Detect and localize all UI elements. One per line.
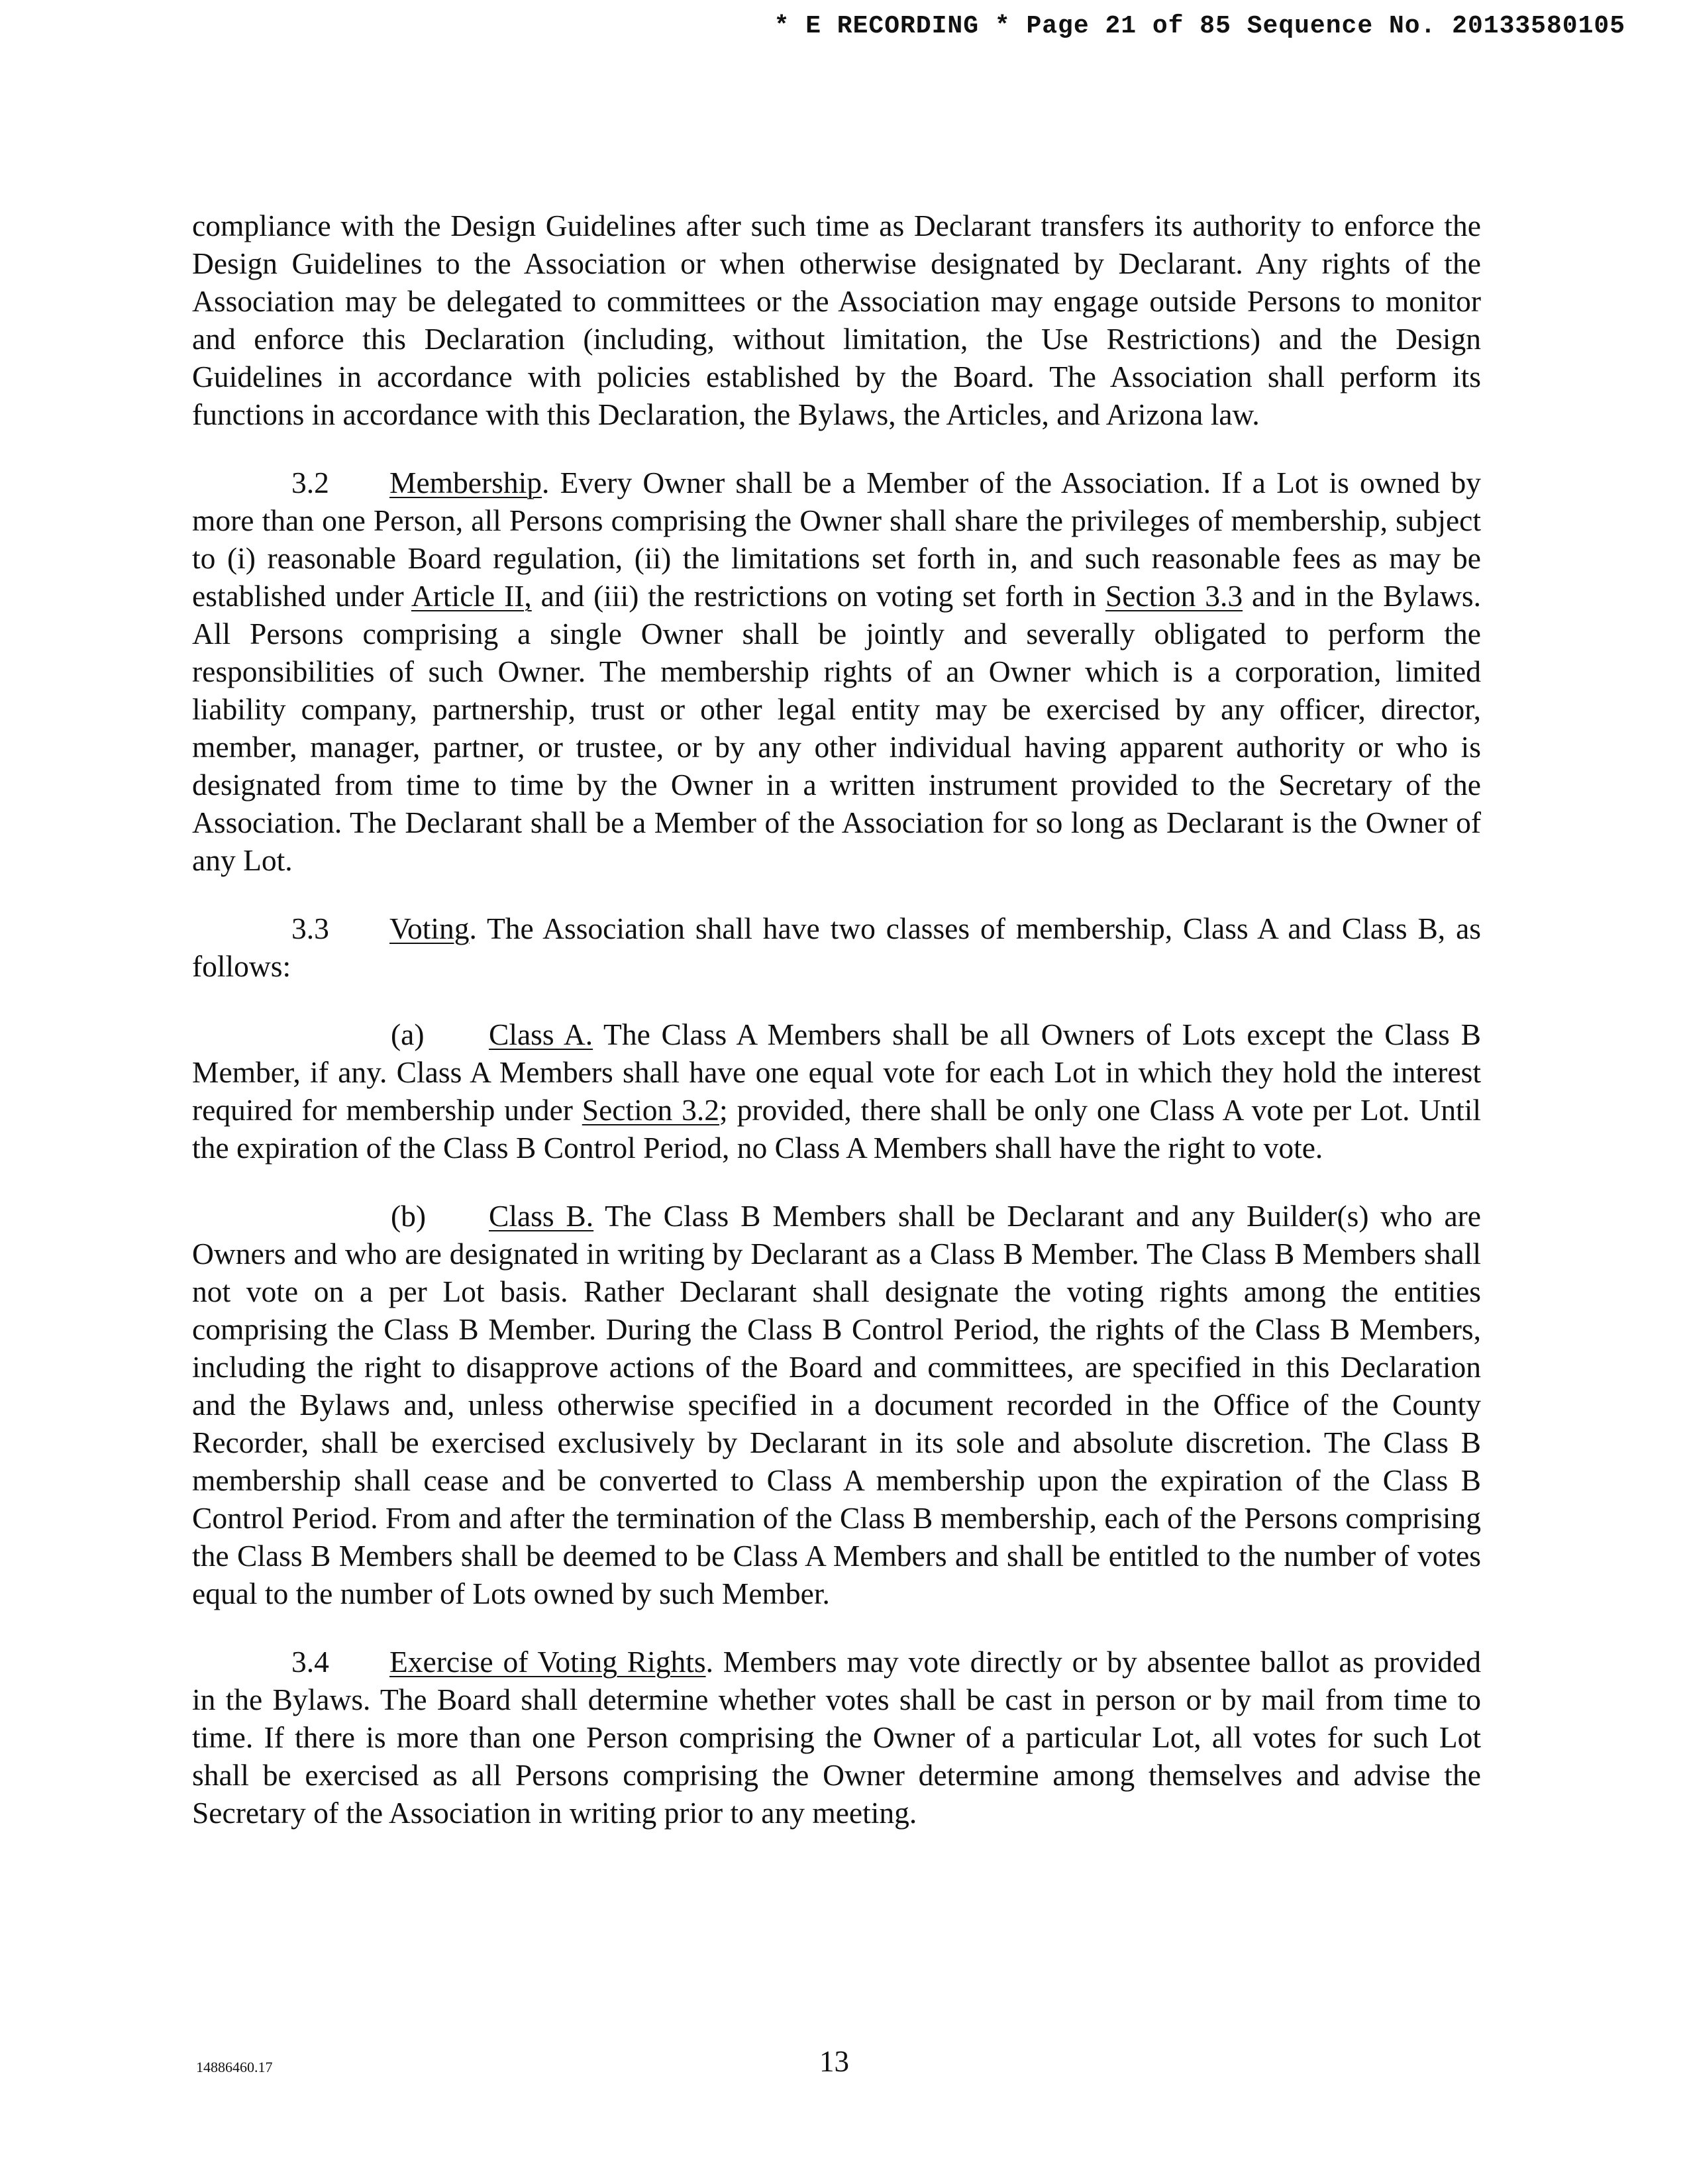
section-text: . Members may vote directly or by absentee ballot as provided in the Bylaws. The Board shall determine whether votes shall be cast in person or by mail from time to time. If there is more than one Person comprising the Owner of a particular Lot, all votes for such Lot shall be exercised as all Persons comprising the Owner determine among themselves and advise the Secretary of the Association in writing prior to any meeting. — [192, 1645, 1481, 1830]
subsection-text: ; provided, there shall be only one Class A vote per Lot. Until the expiration of the Class B Control Period, no Class A Members shall have the right to vote. — [192, 1093, 1481, 1165]
subsection-title: Class B. — [489, 1199, 594, 1233]
subsection-number: (b) — [391, 1199, 427, 1233]
document-body — [192, 207, 1481, 1862]
cross-reference: Article II, — [411, 579, 532, 613]
section-number: 3.3 — [291, 911, 329, 945]
cross-reference: Section 3.2 — [582, 1093, 720, 1127]
subsection-class-b — [192, 1197, 1481, 1612]
section-number: 3.2 — [291, 466, 329, 499]
subsection-number: (a) — [391, 1017, 425, 1051]
section-text: . Every Owner shall be a Member of the Association. If a Lot is owned by more than one Person, all Persons comprising the Owner shall share the privileges of membership, subject to (i) reasonable Board regulation, (ii) the limitations set forth in, and such reasonable fees as may be established under — [192, 466, 1481, 613]
section-3-2-membership — [192, 464, 1481, 879]
subsection-text: The Class B Members shall be Declarant and any Builder(s) who are Owners and who are designated in writing by Declarant as a Class B Member. The Class B Members shall not vote on a per Lot basis. Rather Declarant shall designate the voting rights among the entities comprising the Class B Member. During the Class B Control Period, the rights of the Class B Members, including the right to disapprove actions of the Board and committees, are specified in this Declaration and the Bylaws and, unless otherwise specified in a document recorded in the Office of the County Recorder, shall be exercised exclusively by Declarant in its sole and absolute discretion. The Class B membership shall cease and be converted to Class A membership upon the expiration of the Class B Control Period. From and after the termination of the Class B membership, each of the Persons comprising the Class B Members shall be deemed to be Class A Members and shall be entitled to the number of votes equal to the number of Lots owned by such Member. — [192, 1199, 1482, 1610]
cross-reference: Section 3.3 — [1105, 579, 1243, 613]
subsection-text: The Class A Members shall be all Owners of Lots except the Class B Member, if any. Class A Members shall have one equal vote for each Lot in which they hold the interest required for membership under — [192, 1017, 1481, 1127]
subsection-title: Class A. — [489, 1017, 593, 1051]
section-text: and in the Bylaws. All Persons comprising a single Owner shall be jointly and severally obligated to perform the responsibilities of such Owner. The membership rights of an Owner which is a corporation, limited liability company, partnership, trust or other legal entity may be exercised by any officer, director, member, manager, partner, or trustee, or by any other individual having apparent authority or who is designated from time to time by the Owner in a written instrument provided to the Secretary of the Association. The Declarant shall be a Member of the Association for so long as Declarant is the Owner of any Lot. — [192, 579, 1481, 877]
section-title: Voting — [389, 911, 470, 945]
subsection-class-a — [192, 1015, 1481, 1167]
section-title: Exercise of Voting Rights — [389, 1645, 706, 1679]
footer-document-id: 14886460.17 — [196, 2059, 273, 2075]
section-3-3-voting — [192, 910, 1481, 985]
section-3-4-exercise-of-voting-rights — [192, 1643, 1481, 1832]
paragraph-continuation: compliance with the Design Guidelines after such time as Declarant transfers its authority to enforce the Design Guidelines to the Association or when otherwise designated by Declarant. Any rights of the Association may be delegated to committees or the Association may engage outside Persons to monitor and enforce this Declaration (including, without limitation, the Use Restrictions) and the Design Guidelines in accordance with policies established by the Board. The Association shall perform its functions in accordance with this Declaration, the Bylaws, the Articles, and Arizona law. — [192, 209, 1481, 431]
recording-stamp: * E RECORDING * Page 21 of 85 Sequence No. 20133580105 — [774, 12, 1625, 40]
section-title: Membership — [389, 466, 542, 499]
footer-page-number: 13 — [819, 2045, 849, 2078]
section-text: . The Association shall have two classes of membership, Class A and Class B, as follows: — [192, 911, 1481, 983]
section-number: 3.4 — [291, 1645, 329, 1679]
section-text: and (iii) the restrictions on voting set forth in — [531, 579, 1105, 613]
